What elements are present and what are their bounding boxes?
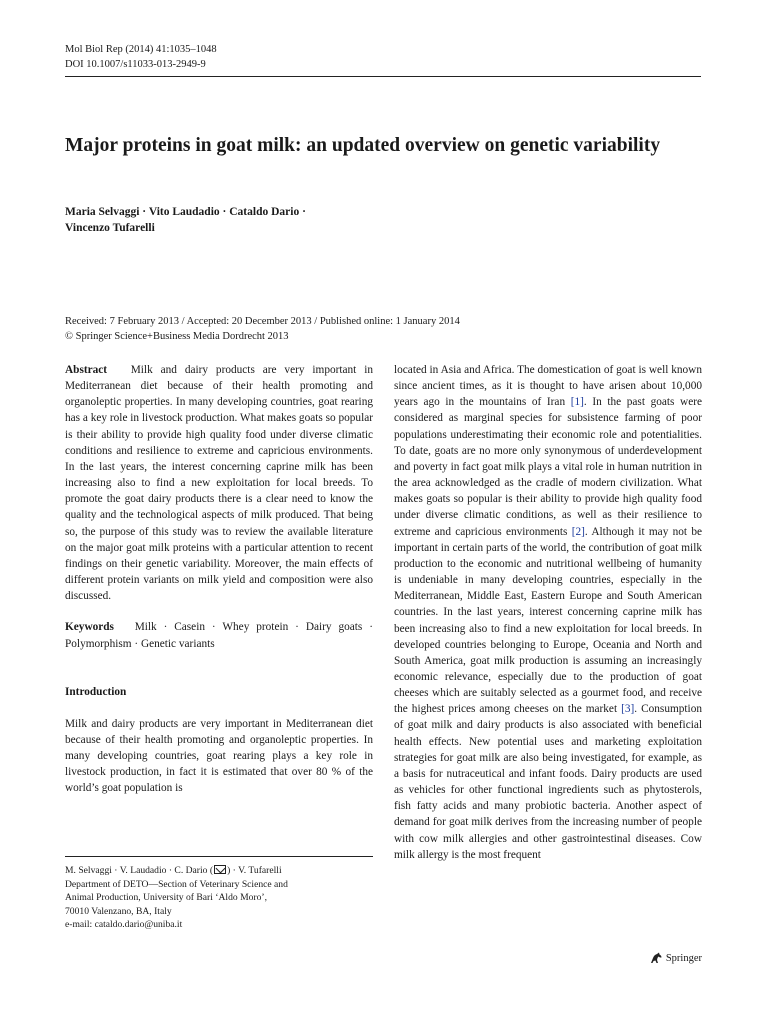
header-rule — [65, 76, 701, 77]
author-separator: · — [222, 206, 227, 218]
affiliation-department: Department of DETO—Section of Veterinary Science and — [65, 878, 288, 890]
abstract-text: Milk and dairy products are very important in Mediterranean diet because of their health promoting and organoleptic properties. In many developing countries, goat rearing has a key role in livestock production. What makes goats so popular is their ability to provide high quality food under diverse climatic conditions and resilience to extreme and capricious environments. In the last years, the interest concerning caprine milk has been increasing also to find a new exploitation for local breeds. To promote the goat dairy products there is a clear need to know the quality and the technological aspects of milk produced. That being so, the purpose of this study was to review the available literature on the major goat milk proteins with a particular attention to recent findings on their genetic variability. Moreover, the main effects of different protein variants on milk yield and composition were also discussed. — [65, 364, 373, 603]
introduction-heading: Introduction — [65, 685, 127, 698]
publisher-name: Springer — [665, 952, 702, 964]
keywords — [65, 619, 373, 651]
affiliation-authors-b: ) · V. Tufarelli — [227, 865, 282, 876]
affiliation-footnote — [65, 864, 373, 932]
keywords-label: Keywords — [65, 621, 114, 634]
affiliation-authors-a: M. Selvaggi · V. Laudadio · C. Dario ( — [65, 865, 214, 876]
abstract-label: Abstract — [65, 364, 108, 376]
author-separator: · — [142, 206, 147, 218]
envelope-icon — [214, 865, 226, 874]
intro-text-3: . Although it may not be important in certain parts of the world, the contribution of goat milk production to the economic and nutritional wellbeing of humanity is undeniable in many developing countries, especially in the Mediterranean, Middle East, Eastern Europe and South American countries. In the last years, interest concerning caprine milk has been increasing also to find a new exploitation for local breeds. In developed countries belonging to Europe, Oceania and North and South America, goat milk production is assuming an increasingly economic relevance, especially due to the production of goat cheeses which are suitably selected as a gourmet food, and receive the highest prices among cheeses on the market — [394, 525, 702, 716]
introduction-continued — [394, 362, 702, 863]
introduction-paragraph: Milk and dairy products are very important in Mediterranean diet because of their health promoting and organoleptic properties. In many developing countries, goat rearing plays a key role in livestock production, in fact it is estimated that over 80 % of the world’s goat population is — [65, 717, 373, 795]
intro-text-1: located in Asia and Africa. The domestication of goat is well known since ancient times, as it is thought to have arisen about 10,000 years ago in the mountains of Iran — [394, 364, 702, 409]
affiliation-email: e-mail: cataldo.dario@uniba.it — [65, 919, 183, 930]
citation-link-1[interactable]: [1] — [570, 396, 584, 409]
affiliation-authors — [65, 864, 373, 878]
author-name: Cataldo Dario — [229, 206, 300, 218]
doi: DOI 10.1007/s11033-013-2949-9 — [65, 59, 206, 70]
intro-text-4: . Consumption of goat milk and dairy products is also associated with beneficial health effects. New potential uses and marketing exploitation strategies for goat milk are also being investigated, for example, as a basis for nutraceutical and infant foods. Dairy products are used as vehicles for other functional ingredients such as phytosterols, fish fatty acids and many probiotic bacteria. Another aspect of demand for goat milk derives from the increasing number of people with cow milk allergies and other gastrointestinal diseases. Cow milk allergy is the most frequent — [394, 703, 702, 861]
author-list — [65, 204, 485, 236]
journal-reference — [65, 42, 217, 72]
article-title: Major proteins in goat milk: an updated overview on genetic variability — [65, 135, 661, 156]
dates-line: Received: 7 February 2013 / Accepted: 20 December 2013 / Published online: 1 January 2014 — [65, 316, 460, 327]
author-separator: · — [302, 206, 306, 218]
keywords-text: Milk · Casein · Whey protein · Dairy goats · Polymorphism · Genetic variants — [65, 621, 373, 650]
citation-link-3[interactable]: [3] — [621, 703, 635, 716]
intro-text-2: . In the past goats were considered as marginal species for subsistence farming of poor populations underestimating their economic role and potentialities. To date, goats are no more only synonymous of underdevelopment and poverty in fact goat milk plays a vital role in human nutrition in the area acknowledged as the cradle of modern civilization. What makes goats so popular is their ability to provide high quality food under diverse climatic conditions, as well as their resilience to extreme and capricious environments — [394, 396, 702, 538]
footnote-rule — [65, 856, 373, 857]
author-name: Vincenzo Tufarelli — [65, 222, 155, 234]
right-column — [394, 362, 702, 863]
author-name: Maria Selvaggi — [65, 206, 140, 218]
affiliation-university: Animal Production, University of Bari ‘Aldo Moro’, — [65, 892, 267, 903]
affiliation-address: 70010 Valenzano, BA, Italy — [65, 905, 172, 917]
publication-dates — [65, 314, 701, 344]
journal-citation: Mol Biol Rep (2014) 41:1035–1048 — [65, 44, 217, 55]
abstract — [65, 362, 373, 604]
copyright-line: © Springer Science+Business Media Dordrecht 2013 — [65, 331, 289, 342]
springer-horse-icon — [649, 952, 663, 964]
left-column — [65, 362, 373, 797]
author-name: Vito Laudadio — [148, 206, 220, 218]
publisher-logo — [649, 952, 702, 964]
citation-link-2[interactable]: [2] — [571, 525, 585, 538]
